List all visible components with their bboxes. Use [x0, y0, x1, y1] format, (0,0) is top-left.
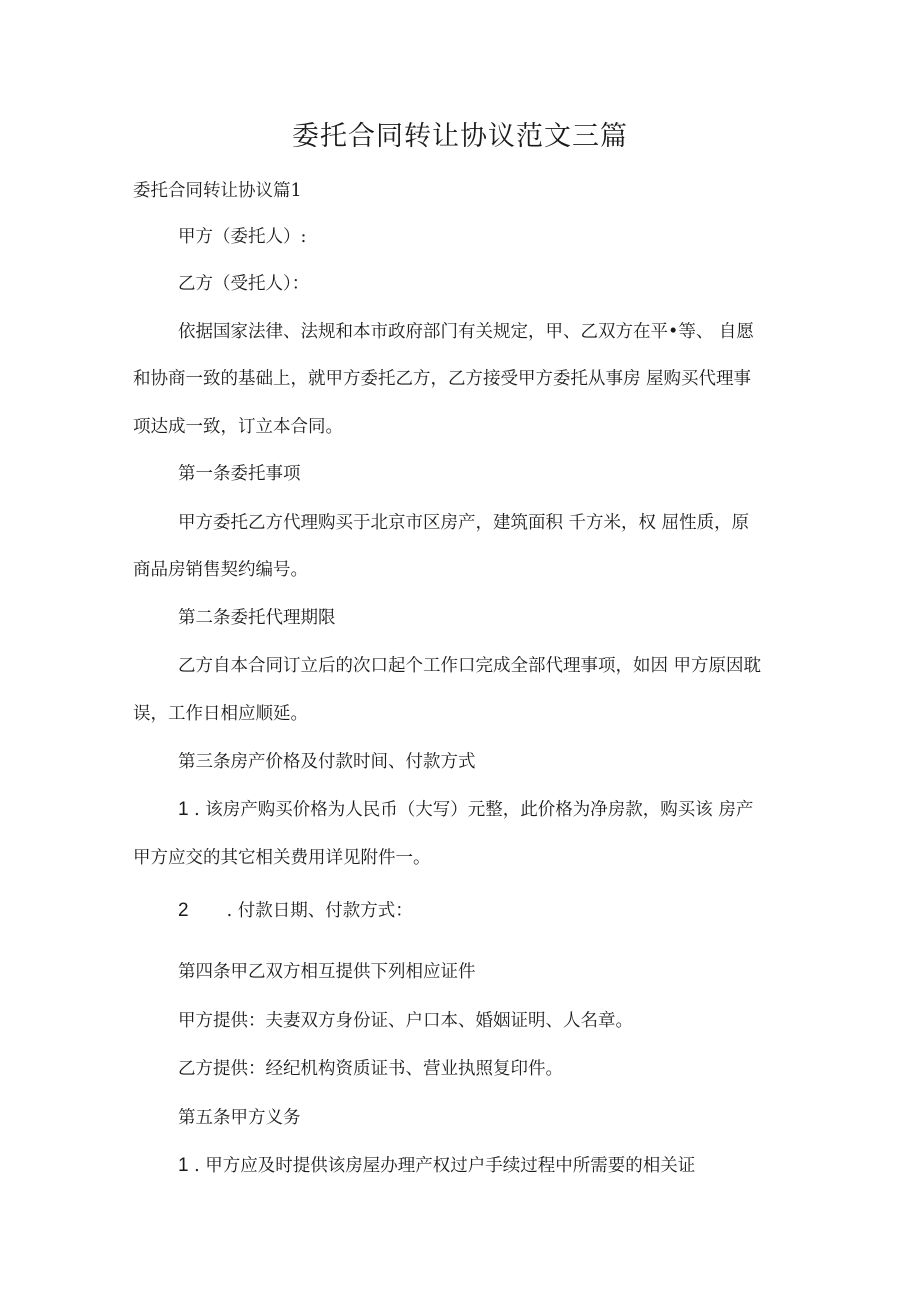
article-5-item-1 — [178, 1154, 695, 1178]
article-1-title: 第一条委托事项 — [178, 464, 301, 484]
article-5-title: 第五条甲方义务 — [178, 1108, 301, 1128]
item-number: 1 — [178, 1155, 189, 1176]
article-3-item-1-cont: 甲方应交的其它相关费用详见附件一。 — [133, 848, 431, 868]
item-text: . 该房产购买价格为人民币（大写）元整，此价格为净房款，购买该 房产 — [194, 800, 754, 820]
article-1-line-2: 商品房销售契约编号。 — [133, 560, 308, 580]
item-number: 1 — [178, 799, 189, 820]
article-1-line-1: 甲方委托乙方代理购买于北京市区房产，建筑面积 千方米，权 屈性质，原 — [178, 513, 750, 533]
article-2-line-2: 误，工作日相应顺延。 — [133, 704, 308, 724]
intro-line-3: 项达成一致，订立本合同。 — [133, 417, 343, 437]
intro-line-1: 依据国家法律、法规和本市政府部门有关规定，甲、乙双方在平•等、 自愿 — [178, 322, 754, 342]
article-3-item-2 — [178, 899, 413, 923]
party-a-line: 甲方（委托人）: — [178, 227, 307, 247]
document-title: 委托合同转让协议范文三篇 — [292, 121, 628, 152]
article-3-item-1 — [178, 798, 753, 822]
article-3-title: 第三条房产价格及付款时间、付款方式 — [178, 752, 476, 772]
item-text: . 甲方应及时提供该房屋办理产权过户手续过程中所需要的相关证 — [194, 1156, 696, 1176]
article-4-line-2: 乙方提供：经纪机构资质证书、营业执照复印件。 — [178, 1059, 563, 1079]
party-b-line: 乙方（受托人）： — [178, 274, 310, 294]
item-number: 2 — [178, 900, 189, 921]
intro-line-2: 和协商一致的基础上，就甲方委托乙方，乙方接受甲方委托从事房 屋购买代理事 — [133, 369, 752, 389]
article-2-title: 第二条委托代理期限 — [178, 608, 336, 628]
section-heading: 委托合同转让协议篇1 — [133, 181, 302, 201]
article-4-line-1: 甲方提供：夫妻双方身份证、户口本、婚姻证明、人名章。 — [178, 1011, 633, 1031]
item-text: . 付款日期、付款方式： — [226, 901, 413, 921]
article-4-title: 第四条甲乙双方相互提供下列相应证件 — [178, 962, 476, 982]
article-2-line-1: 乙方自本合同订立后的次口起个工作口完成全部代理事项，如因 甲方原因耽 — [178, 656, 762, 676]
